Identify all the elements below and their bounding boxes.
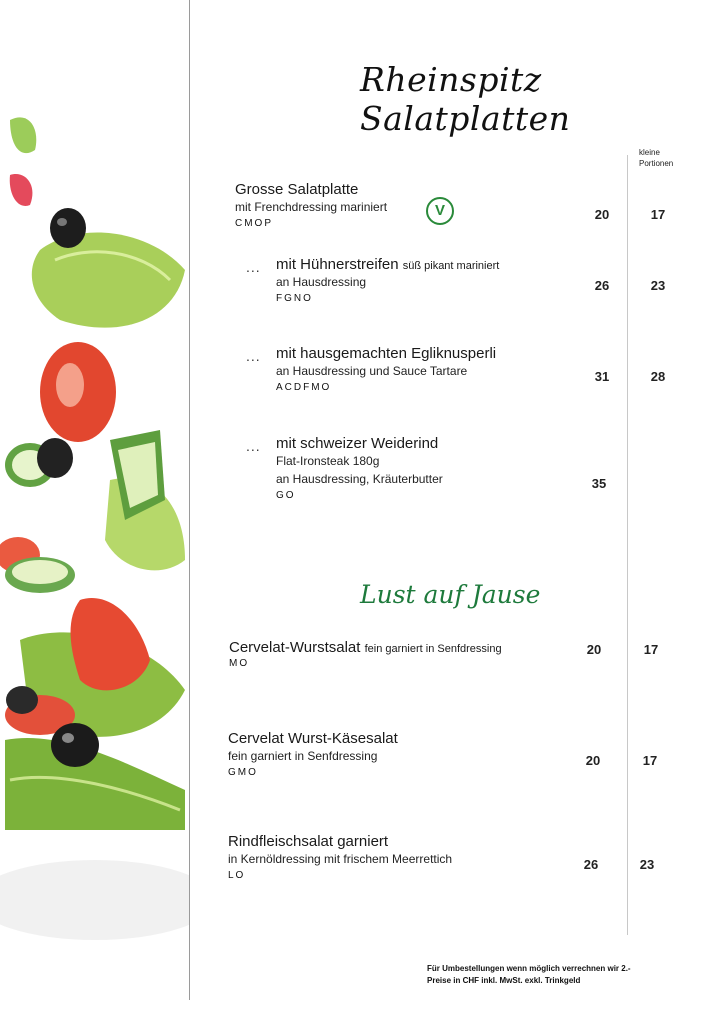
section-title-jause: Lust auf Jause: [360, 580, 541, 609]
menu-item-huehnerstreifen: [276, 256, 499, 304]
item-price: 31: [594, 369, 610, 384]
item-dots: ...: [246, 438, 261, 454]
item-name: mit hausgemachten Egliknusperli: [276, 345, 497, 362]
item-name: Rindfleischsalat garniert: [228, 833, 389, 850]
item-price: 26: [583, 857, 599, 872]
item-name: Cervelat-Wurstsalat: [229, 639, 361, 656]
item-name-note: süß pikant mariniert: [402, 260, 500, 272]
item-allergens: ACDFMO: [276, 382, 332, 393]
vegetarian-icon: V: [426, 197, 454, 225]
item-price-small: 28: [650, 369, 666, 384]
item-name: mit schweizer Weiderind: [276, 435, 439, 452]
fold-line: [189, 0, 190, 1000]
item-price: 20: [585, 753, 601, 768]
menu-item-grosse-salatplatte: [235, 181, 387, 229]
menu-item-weiderind: [276, 435, 443, 501]
item-dots: ...: [246, 348, 261, 364]
menu-item-wurst-kaesesalat: [228, 730, 398, 778]
item-description: an Hausdressing: [276, 275, 367, 289]
menu-item-egliknusperli: [276, 345, 496, 393]
item-allergens: FGNO: [276, 293, 313, 304]
column-header-small-portions: kleine Portionen: [639, 148, 674, 168]
item-allergens: MO: [229, 658, 250, 669]
item-price-small: 17: [642, 753, 658, 768]
page-title: Rheinspitz Salatplatten: [360, 60, 571, 138]
column-divider: [627, 155, 628, 935]
item-name: Cervelat Wurst-Käsesalat: [228, 730, 398, 747]
item-price: 26: [594, 278, 610, 293]
item-price: 20: [594, 207, 610, 222]
item-description: an Hausdressing und Sauce Tartare: [276, 364, 468, 378]
footer-note: Für Umbestellungen wenn möglich verrechnen wir 2.- Preise in CHF inkl. MwSt. exkl. Trinkgeld: [427, 964, 631, 985]
item-description: in Kernöldressing mit frischem Meerrettich: [228, 852, 453, 866]
menu-item-rindfleischsalat: [228, 833, 452, 881]
item-name: Grosse Salatplatte: [235, 181, 359, 198]
item-allergens: GO: [276, 490, 296, 501]
item-description: mit Frenchdressing mariniert: [235, 200, 388, 214]
item-allergens: GMO: [228, 767, 258, 778]
menu-item-wurstsalat: [229, 639, 502, 669]
item-price: 20: [586, 642, 602, 657]
item-dots: ...: [246, 259, 261, 275]
salad-photo: [0, 0, 190, 1024]
item-description: Flat-Ironsteak 180g: [276, 454, 380, 468]
item-price-small: 23: [639, 857, 655, 872]
item-description: fein garniert in Senfdressing: [228, 749, 378, 763]
item-price-small: 17: [650, 207, 666, 222]
item-allergens: LO: [228, 870, 246, 881]
item-allergens: CMOP: [235, 218, 273, 229]
item-description-2: an Hausdressing, Kräuterbutter: [276, 472, 443, 486]
item-price-small: 23: [650, 278, 666, 293]
item-price: 35: [591, 476, 607, 491]
item-name: mit Hühnerstreifen: [276, 256, 399, 273]
item-name-note: fein garniert in Senfdressing: [364, 643, 502, 655]
item-price-small: 17: [643, 642, 659, 657]
